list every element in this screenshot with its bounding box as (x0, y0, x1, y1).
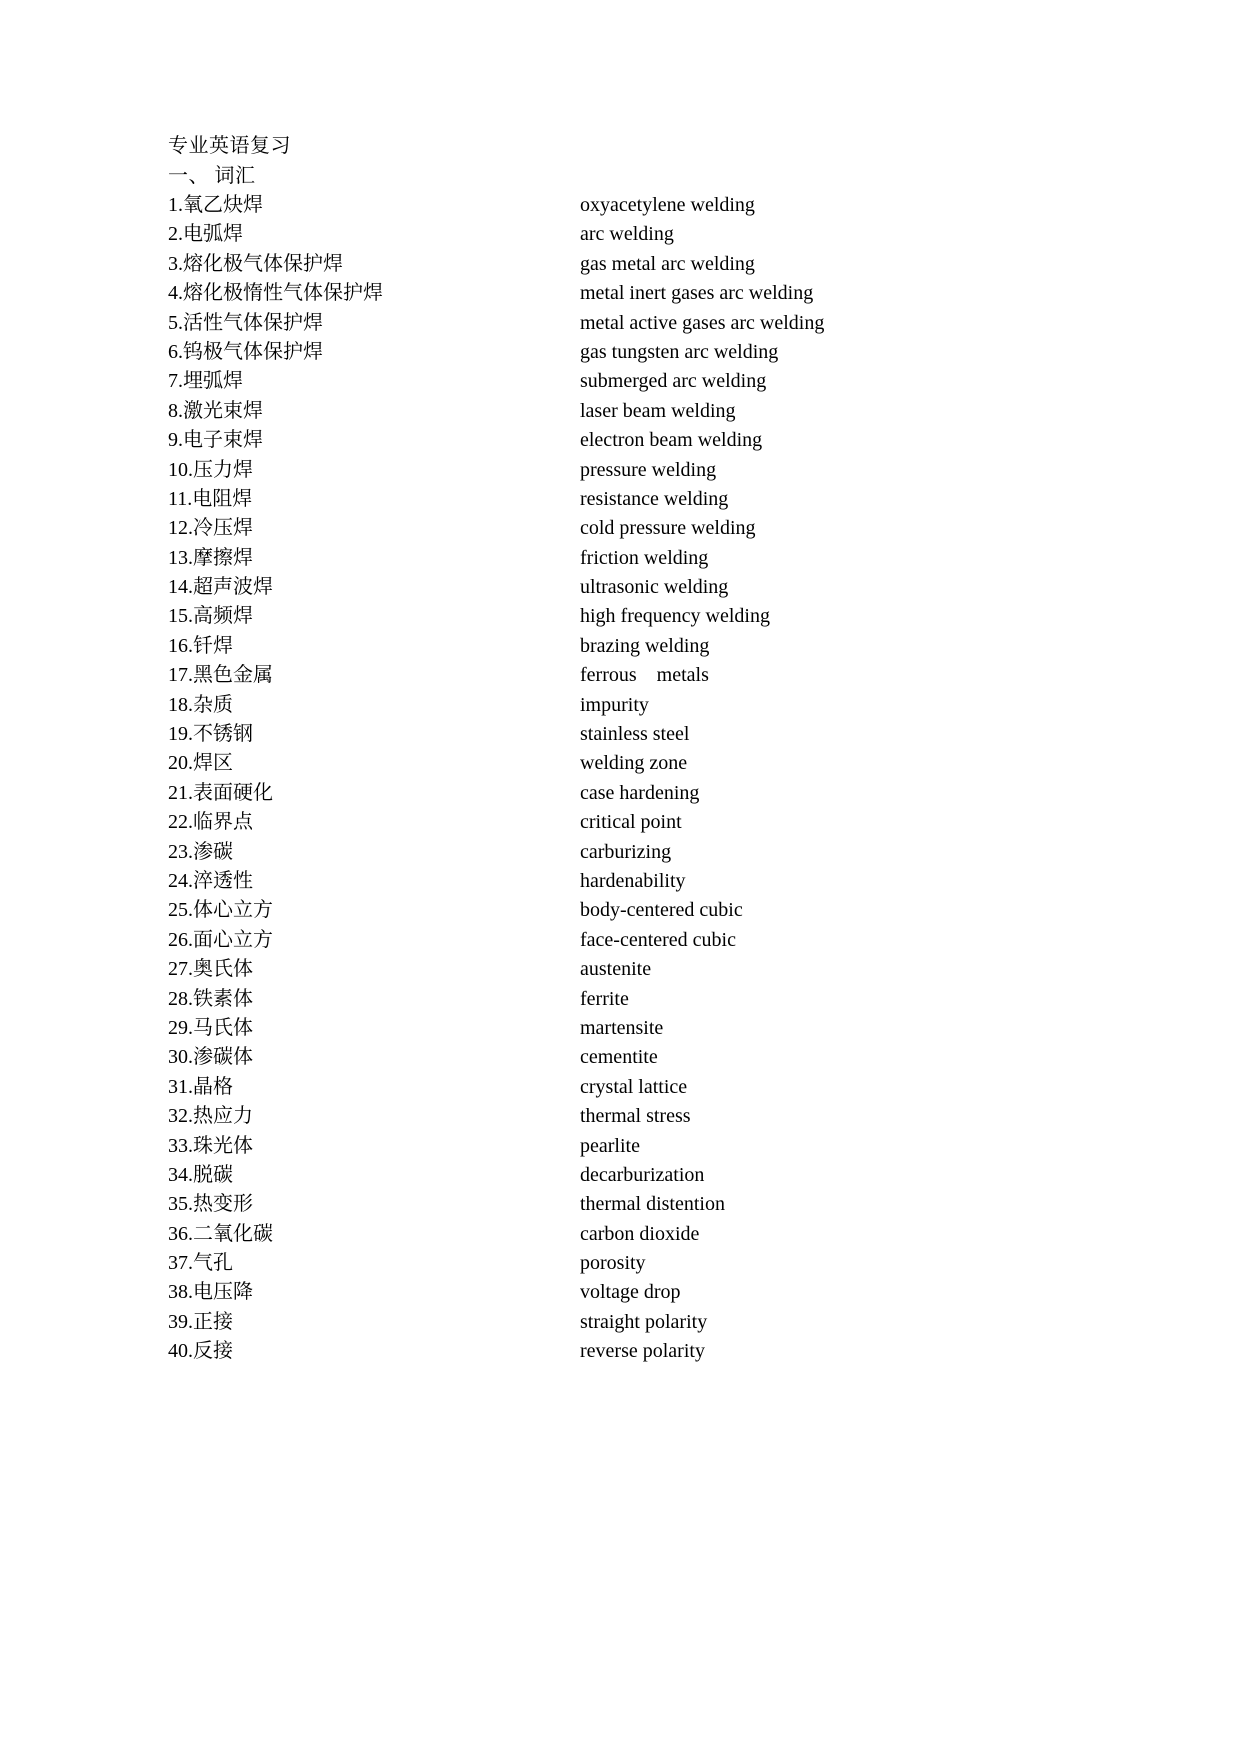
vocab-english: metal inert gases arc welding (580, 282, 814, 305)
list-item (168, 485, 1088, 514)
vocab-english: voltage drop (580, 1281, 681, 1304)
list-item (168, 544, 1088, 573)
vocab-chinese: 37.气孔 (168, 1252, 233, 1275)
vocab-english: impurity (580, 693, 649, 716)
list-item (168, 602, 1088, 631)
list-item (168, 573, 1088, 602)
list-item (168, 720, 1088, 749)
vocabulary-list (168, 191, 1088, 1367)
vocab-english: ferrite (580, 987, 629, 1010)
list-item (168, 456, 1088, 485)
list-item (168, 1220, 1088, 1249)
list-item (168, 1102, 1088, 1131)
list-item (168, 691, 1088, 720)
vocab-chinese: 27.奥氏体 (168, 958, 253, 981)
list-item (168, 749, 1088, 778)
list-item (168, 1337, 1088, 1366)
vocab-chinese: 2.电弧焊 (168, 223, 243, 246)
vocab-chinese: 25.体心立方 (168, 899, 273, 922)
vocab-english: pearlite (580, 1134, 640, 1157)
list-item (168, 926, 1088, 955)
vocab-chinese: 18.杂质 (168, 693, 233, 716)
vocab-chinese: 3.熔化极气体保护焊 (168, 252, 343, 275)
list-item (168, 1190, 1088, 1219)
vocab-english: austenite (580, 958, 652, 981)
vocab-english: resistance welding (580, 487, 729, 510)
vocab-chinese: 33.珠光体 (168, 1134, 253, 1157)
list-item (168, 1308, 1088, 1337)
vocab-english: crystal lattice (580, 1075, 688, 1098)
vocab-chinese: 15.高频焊 (168, 605, 253, 628)
list-item (168, 426, 1088, 455)
list-item (168, 397, 1088, 426)
vocab-english: case hardening (580, 781, 700, 804)
vocab-english: cementite (580, 1046, 658, 1069)
list-item (168, 632, 1088, 661)
vocab-chinese: 4.熔化极惰性气体保护焊 (168, 282, 383, 305)
list-item (168, 808, 1088, 837)
vocab-chinese: 8.激光束焊 (168, 399, 263, 422)
vocab-english: brazing welding (580, 634, 710, 657)
vocab-chinese: 16.钎焊 (168, 634, 233, 657)
vocab-chinese: 29.马氏体 (168, 1016, 253, 1039)
list-item (168, 367, 1088, 396)
list-item (168, 220, 1088, 249)
vocab-chinese: 14.超声波焊 (168, 576, 273, 599)
vocab-english: hardenability (580, 869, 686, 892)
list-item (168, 985, 1088, 1014)
vocab-english: oxyacetylene welding (580, 194, 755, 216)
vocab-english: pressure welding (580, 458, 717, 481)
vocab-english: body-centered cubic (580, 899, 743, 922)
vocab-english: carbon dioxide (580, 1222, 700, 1245)
vocab-english: friction welding (580, 546, 709, 569)
list-item (168, 896, 1088, 925)
list-item (168, 838, 1088, 867)
vocab-chinese: 10.压力焊 (168, 458, 253, 481)
list-item (168, 1278, 1088, 1307)
vocab-chinese: 38.电压降 (168, 1281, 253, 1304)
vocab-chinese: 28.铁素体 (168, 987, 253, 1010)
vocab-chinese: 20.焊区 (168, 752, 233, 775)
vocab-chinese: 9.电子束焊 (168, 429, 263, 452)
vocab-english: thermal distention (580, 1193, 725, 1216)
list-item (168, 661, 1088, 690)
section-heading: 一、 词汇 (168, 164, 256, 187)
list-item (168, 1249, 1088, 1278)
vocab-english: arc welding (580, 223, 674, 246)
vocab-english: porosity (580, 1252, 646, 1275)
vocab-english: martensite (580, 1016, 664, 1039)
vocab-chinese: 13.摩擦焊 (168, 546, 253, 569)
vocab-english: gas metal arc welding (580, 252, 755, 275)
vocab-chinese: 40.反接 (168, 1340, 233, 1363)
list-item (168, 1043, 1088, 1072)
vocab-chinese: 32.热应力 (168, 1105, 253, 1128)
document-body (168, 132, 1088, 1367)
vocab-chinese: 34.脱碳 (168, 1163, 233, 1186)
vocab-english: gas tungsten arc welding (580, 340, 779, 363)
vocab-chinese: 31.晶格 (168, 1075, 233, 1098)
vocab-english: face-centered cubic (580, 928, 736, 951)
vocab-english: cold pressure welding (580, 517, 756, 540)
list-item (168, 250, 1088, 279)
vocab-chinese: 1.氧乙炔焊 (168, 194, 263, 216)
vocab-chinese: 22.临界点 (168, 811, 253, 834)
vocab-english: thermal stress (580, 1105, 691, 1128)
vocab-english: welding zone (580, 752, 688, 775)
vocab-chinese: 39.正接 (168, 1310, 233, 1333)
vocab-chinese: 21.表面硬化 (168, 781, 273, 804)
list-item (168, 779, 1088, 808)
vocab-chinese: 11.电阻焊 (168, 487, 253, 510)
vocab-english: stainless steel (580, 723, 690, 746)
vocab-chinese: 7.埋弧焊 (168, 370, 243, 393)
vocab-chinese: 12.冷压焊 (168, 517, 253, 540)
vocab-english: electron beam welding (580, 429, 763, 452)
vocab-english: straight polarity (580, 1310, 708, 1333)
vocab-english: carburizing (580, 840, 672, 863)
list-item (168, 338, 1088, 367)
vocab-english: decarburization (580, 1163, 705, 1186)
list-item (168, 867, 1088, 896)
vocab-chinese: 35.热变形 (168, 1193, 253, 1216)
vocab-english: submerged arc welding (580, 370, 767, 393)
vocab-chinese: 5.活性气体保护焊 (168, 311, 323, 334)
vocab-english: ultrasonic welding (580, 576, 729, 599)
vocab-chinese: 23.渗碳 (168, 840, 233, 863)
vocab-english: metal active gases arc welding (580, 311, 825, 334)
list-item (168, 1132, 1088, 1161)
vocab-chinese: 6.钨极气体保护焊 (168, 340, 323, 363)
list-item (168, 1014, 1088, 1043)
vocab-english: laser beam welding (580, 399, 736, 422)
list-item (168, 309, 1088, 338)
vocab-chinese: 36.二氧化碳 (168, 1222, 273, 1245)
vocab-english: reverse polarity (580, 1340, 705, 1363)
vocab-chinese: 24.淬透性 (168, 869, 253, 892)
list-item (168, 279, 1088, 308)
list-item (168, 1073, 1088, 1102)
list-item (168, 1161, 1088, 1190)
vocab-english: high frequency welding (580, 605, 770, 628)
vocab-chinese: 26.面心立方 (168, 928, 273, 951)
list-item (168, 191, 1088, 220)
vocab-english: ferrous metals (580, 664, 709, 687)
list-item (168, 955, 1088, 984)
page-title: 专业英语复习 (168, 135, 291, 157)
list-item (168, 514, 1088, 543)
vocab-chinese: 30.渗碳体 (168, 1046, 253, 1069)
vocab-english: critical point (580, 811, 682, 834)
vocab-chinese: 17.黑色金属 (168, 664, 273, 687)
vocab-chinese: 19.不锈钢 (168, 723, 253, 746)
